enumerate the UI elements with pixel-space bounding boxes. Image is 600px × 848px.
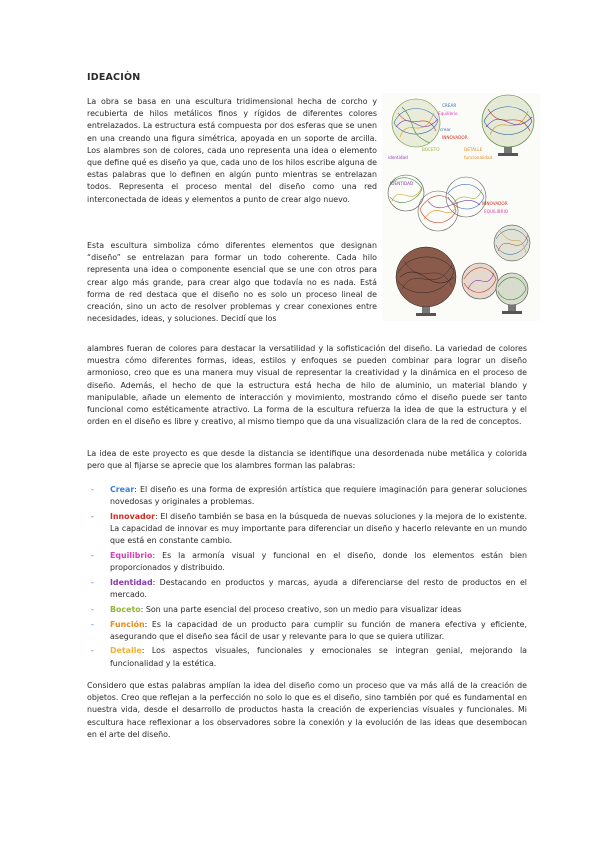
term-identidad: Identidad	[110, 577, 153, 587]
list-item-equilibrio	[87, 550, 527, 574]
term-equilibrio-text: : Es la armonía visual y funcional en el diseño, donde los elementos están bien proporcionados y distribuido.	[110, 551, 527, 573]
paragraph-project-idea: La idea de este proyecto es que desde la distancia se identifique una desordenada nube metálica y colorida pero que al fijarse se aprecie que los alambres forman las palabras:	[87, 449, 527, 471]
list-item-funcion	[87, 619, 527, 643]
list-dash: -	[91, 551, 94, 561]
sketch-word-innovador: INNOVADOR	[442, 135, 468, 140]
term-crear: Crear	[110, 485, 135, 494]
list-item-detalle	[87, 645, 527, 669]
sketch-word-equilibrio-2: EQUILIBRIO	[484, 209, 509, 214]
paragraph-sculpture-description: La obra se basa en una escultura tridimensional hecha de corcho y recubierta de hilos metálicos finos y rígidos de diferentes colores entrelazados. La estructura está compuesta por dos esferas que se unen en una creando una figura simétrica, apoyada en un soporte de arcilla. Los alambres son de colores, cada uno representa una idea o elemento que define qué es diseño ya que, cada uno de los hilos escribe alguna de estas palabras que lo definen en algún punto mientras se entrelazan todos. Representa el proceso mental del diseño como una red interconectada de ideas y elementos a punto de crear algo nuevo.	[87, 97, 377, 204]
sketch-sphere-top-right	[482, 95, 534, 147]
sketch-sphere-bottom-left	[396, 247, 456, 307]
list-item-boceto	[87, 604, 527, 616]
term-equilibrio: Equilibrio	[110, 551, 153, 561]
sketch-word-equilibrio: Equilibrio	[438, 111, 458, 116]
list-dash: -	[91, 604, 94, 614]
list-dash: -	[91, 646, 94, 656]
term-funcion: Función	[110, 619, 145, 629]
paragraph-conclusion: Considero que estas palabras amplían la idea del diseño como un proceso que va más allá de la creación de objetos. Creo que reflejan a la perfección no solo lo que es el diseño, sino también por qué es fundamental en nuestra vida, desde el desarrollo de productos hasta la creación de experiencias visuales y funcionales. Mi escultura hace reflexionar a los observadores sobre la conexión y la evolución de las ideas que desembocan en el arte del diseño.	[87, 681, 527, 739]
design-terms-list	[87, 484, 527, 672]
term-detalle-text: : Los aspectos visuales, funcionales y emocionales se integran genial, mejorando la funcionalidad y la estética.	[110, 646, 527, 668]
sketch-sphere-right	[494, 225, 530, 261]
sketch-word-innovador-2: INNOVADOR	[482, 201, 508, 206]
list-item-identidad	[87, 577, 527, 601]
paragraph-symbolism-top: Esta escultura simboliza cómo diferentes elementos que designan “diseño” se entrelazan para formar un todo coherente. Cada hilo representa una idea o componente esencial que se une con otros para crear algo más grande, para crear algo que todavía no es nada. Está forma de red destaca que el diseño no es solo un proceso lineal de creación, sino un acto de resolver problemas y crear conexiones entre necesidades, ideas, y soluciones. Decidí que los	[87, 241, 377, 324]
list-dash: -	[91, 577, 94, 587]
sketch-word-identidad-2: IDENTIDAD	[390, 181, 414, 186]
list-dash: -	[91, 619, 94, 629]
sketch-word-crear-small: crear	[440, 127, 451, 132]
term-innovador: Innovador	[110, 511, 156, 521]
term-crear-text: : El diseño es una forma de expresión artística que requiere imaginación para generar soluciones novedosas y originales a problemas.	[110, 485, 527, 507]
list-item-crear	[87, 484, 527, 508]
list-dash: -	[91, 511, 94, 521]
term-identidad-text: : Destacando en productos y marcas, ayuda a diferenciarse del resto de productos en el mercado.	[110, 577, 527, 600]
term-boceto: Boceto	[110, 604, 141, 614]
list-dash: -	[91, 485, 94, 494]
sketch-sphere-top-left	[392, 99, 440, 147]
list-item-innovador	[87, 511, 527, 548]
sketch-word-boceto: BOCETO	[422, 147, 440, 152]
term-funcion-text: : Es la capacidad de un producto para cumplir su función de manera efectiva y eficiente, asegurando que el diseño sea fácil de usar y relevante para lo que se quiera utilizar.	[110, 619, 527, 641]
section-heading: IDEACIÒN	[87, 72, 141, 83]
sketch-word-crear: CREAR	[442, 103, 457, 108]
sketch-image	[382, 93, 540, 321]
term-innovador-text: : El diseño también se basa en la búsqueda de nuevas soluciones y la mejora de lo existente. La capacidad de innovar es muy importante para diferenciar un diseño y hacerlo relevante en un mundo que está en constante cambio.	[110, 511, 527, 546]
paragraph-symbolism-bottom: alambres fueran de colores para destacar la versatilidad y la sofisticación del diseño. La variedad de colores muestra cómo diferentes formas, ideas, estilos y enfoques se pueden combinar para lograr un diseño armonioso, creo que es una manera muy visual de representar la creatividad y la dinámica en el proceso de diseño. Además, el hecho de que la estructura está hecha de hilo de aluminio, un material blando y manipulable, añade un elemento de interacción y movimiento, mostrando cómo el diseño puede ser tanto funcional como estéticamente atractivo. La forma de la escultura refuerza la idea de que la estructura y el orden en el diseño es libre y creativo, al mismo tiempo que da una visualización clara de la red de conceptos.	[87, 344, 527, 427]
sketch-word-identidad: identidad	[388, 155, 408, 160]
sculpture-sketch-drawing	[382, 93, 540, 321]
sketch-word-funcionalidad: funcionalidad	[464, 155, 493, 160]
sketch-word-detalle: DETALLE	[464, 147, 483, 152]
term-detalle: Detalle	[110, 646, 142, 656]
term-boceto-text: : Son una parte esencial del proceso creativo, son un medio para visualizar ideas	[140, 604, 462, 614]
